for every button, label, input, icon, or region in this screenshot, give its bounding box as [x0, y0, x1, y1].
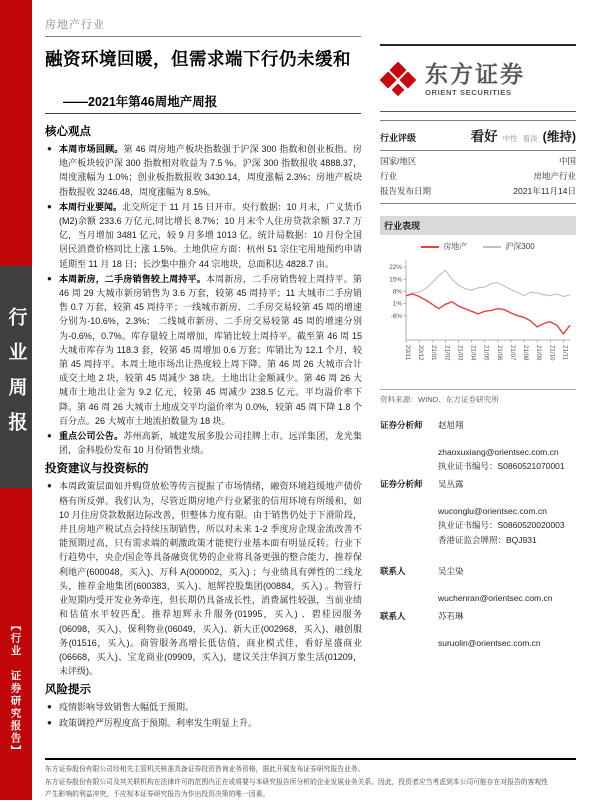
table-row [380, 169, 576, 184]
brand-name-en: ORIENT SECURITIES [425, 87, 512, 97]
main-content [45, 120, 362, 731]
svg-text:1%: 1% [392, 300, 402, 308]
side-band-industry-weekly [0, 266, 32, 488]
legend-item-realestate [421, 241, 467, 252]
invest-bullet-list [45, 479, 362, 678]
bullet-icon: ● [47, 201, 52, 211]
contact-block [380, 610, 576, 650]
svg-text:22%: 22% [389, 264, 402, 272]
disclaimer-line: 东方证券股份有限公司及其关联机构在法律许可的范围内正在或将要与本研究报告所分析的企业发展业务关系。因此，投资者应当考虑到本公司可能存在对报告的客观性 [45, 778, 548, 786]
header-divider-bottom [45, 113, 361, 114]
analyst-info [438, 419, 576, 474]
svg-text:20/12: 20/12 [417, 345, 425, 361]
rating-maintained: (维持) [542, 130, 576, 144]
list-item [45, 272, 362, 428]
svg-text:21/02: 21/02 [443, 345, 451, 361]
svg-text:21/09: 21/09 [535, 345, 543, 361]
industry-label: 房地产行业 [45, 19, 105, 31]
orient-diamond-icon [380, 62, 416, 98]
bullet-icon: ● [47, 144, 52, 153]
contact-email: suruolin@orientsec.com.cn [438, 637, 541, 648]
risk-bullet-list [45, 700, 362, 729]
rating-neutral: 中性 [502, 134, 518, 143]
side-band-label: 行业周报 [5, 307, 27, 447]
page-title: 融资环境回暖，但需求端下行仍未缓和 [45, 49, 351, 69]
header-divider-top [45, 36, 361, 37]
meta-value: 中国 [558, 156, 576, 166]
svg-text:-6%: -6% [390, 312, 402, 320]
svg-text:8%: 8% [392, 288, 402, 296]
analyst-cert: 执业证书编号：S0860521070001 [438, 461, 565, 472]
contact-label: 联系人 [380, 566, 406, 577]
analyst-email: zhaoxuxiang@orientsec.com.cn [438, 447, 559, 457]
rating-label: 行业评级 [380, 133, 417, 143]
contact-info [438, 565, 576, 605]
list-item [45, 200, 362, 271]
section-heading-core: 核心观点 [45, 126, 91, 138]
list-item [45, 429, 362, 457]
report-subtitle: ——2021年第46周地产周报 [63, 95, 218, 109]
bullet-icon: ● [47, 717, 52, 727]
svg-text:21/03: 21/03 [456, 345, 464, 361]
core-bullet-list [45, 142, 362, 457]
analyst-hk-license: 香港证监会牌照：BQJ931 [438, 534, 537, 545]
analyst-block [380, 478, 576, 547]
side-footer-label-wrap [0, 620, 32, 800]
meta-label: 行业 [380, 171, 398, 181]
list-item [45, 142, 362, 199]
svg-text:20/11: 20/11 [404, 345, 411, 361]
list-item [45, 700, 362, 714]
legend-label: 沪深300 [505, 242, 535, 251]
disclaimer-line: 产生影响的利益冲突，不应视本证券研究报告为作出投资决策的唯一因素。 [45, 791, 270, 799]
bullet-text: 第 46 周房地产板块指数强于沪深 300 指数和创业板指。房地产板块较沪深 300 指数相对收益为 7.5 %。沪深 300 指数报收 4888.37，周度涨幅为 1.0%；创业板指数报收 3430.14，周度涨幅 2.3%；房地产板块指数报收 3246.48，周度涨幅为 8.5%。 [59, 144, 362, 197]
industry-rating-row [380, 120, 576, 151]
rating-bearish: 看淡 [522, 134, 538, 143]
svg-text:21/07: 21/07 [508, 345, 516, 361]
info-sidebar [380, 120, 576, 650]
analyst-email: wuconglu@orientsec.com.cn [438, 505, 547, 516]
contact-info [438, 610, 576, 650]
list-item [45, 479, 362, 678]
bullet-text: 北交所定于 11 月 15 日开市。央行数据：10 月末，广义货币(M2)余额 233.6 万亿元,同比增长 8.7%；10 月末个人住房贷款余额 37.7 万亿，当月增加 3481 亿元，较 9 月多增 1013 亿。统计局数据：10 月份全国居民消费价格同比上涨 1.5%。土地供应方面：杭州 51 宗住宅用地预约申请延期至 11 月 18 日；长沙集中推介 44 宗地块，总面积达 4828.7 亩。 [59, 201, 362, 269]
bullet-lead: 本周行业要闻。 [59, 201, 123, 212]
bullet-icon: ● [47, 431, 52, 441]
bullet-icon: ● [47, 481, 52, 491]
bullet-text: 本周政策层面如并购贷放松等传言提振了市场情绪，融资环境趋缓地产债价格有所反弹。我们认为，尽管近期房地产行业紧张的信用环境有所缓和，如 10 月住房贷款数据边际改善，但整体力度有限。由于销售仍处于下滑阶段，并且房地产税试点会持续压制销售，所以对未来 1-2 季度房企现金流改善不能预期过高，只有需求端的刺激政策才能使行业基本面有明显反转。行业下行趋势中，央企/国企等具备融资优势的企业将具备更强的整合能力，推荐保利地产(600048，买入)、万科 A(000002，买入) ；与业绩具有弹性的二线龙头，推荐金地集团(600383，买入)、旭辉控股集团(00884，买入) 。物管行业短期内受开发业务牵连，但长期仍具备成长性，消费属性较强，当前业绩和估值水平较匹配。推荐旭辉永升服务(01995，买入) 、碧桂园服务(06098，买入)、保利物业(06049，买入)、新大正(002968，买入)、融创服务(01516，买入)。商管服务高增长低估值，商业模式佳，看好星盛商业(06668，买入)、宝龙商业(09909，买入)，建议关注华润万象生活(01209，未评级)。 [59, 481, 362, 677]
bullet-text: 疫情影响导致销售大幅低于预期。 [59, 702, 195, 713]
legend-line-icon [483, 246, 501, 248]
bullet-icon: ● [47, 702, 52, 712]
analyst-cert: 执业证书编号：S0860520020003 [438, 520, 565, 531]
svg-text:21/04: 21/04 [469, 345, 477, 361]
chart-legend [380, 241, 576, 252]
analyst-info [438, 478, 576, 547]
analyst-name: 吴丛露 [438, 478, 464, 489]
svg-text:21/06: 21/06 [495, 345, 503, 361]
report-meta-table [380, 151, 576, 204]
contact-name: 苏若琳 [438, 610, 464, 621]
meta-value: 房地产行业 [533, 171, 576, 181]
svg-text:21/01: 21/01 [430, 345, 438, 361]
chart-source: 资料来源：WIND、东方证券研究所 [380, 389, 576, 405]
legend-label: 房地产 [443, 242, 468, 251]
disclaimer-line: 东方证券股份有限公司经相关主管机关核准具备证券投资咨询业务资格，据此开展发布证券研究报告业务。 [45, 766, 365, 773]
svg-text:21/05: 21/05 [482, 345, 490, 361]
svg-text:15%: 15% [389, 276, 402, 284]
disclaimer-footer [45, 758, 576, 802]
meta-value: 2021年11月14日 [513, 186, 576, 196]
meta-label: 报告发布日期 [380, 186, 432, 196]
bullet-text: 本周新房，二手房销售较上周持平。第 46 周 29 大城市新房销售为 3.6 万套，较第 45 周持平；11 大城市二手房销售 0.7 万套，较第 45 周持平；一线城市新房、二手房交易较第 45 周的增速分别为-10.6%，2.3%； 二线城市新房、二手房交易较第 45 周的增速分别为-0.6%，0.7%。库存量较上周增加，库销比较上周持平。截至第 46 周 15 大城市库存为 118.3 套，较第 45 周增加 0.6 万套；库销比为 12.1 个月，较第 45 周持平。本周土地市场出让热度较上周下降。第 46 周 26 大城市合计成交土地 2 块，较第 45 周减少 38 块。土地出让金额减少。第 46 周 26 大城市土地出让金为 9.2 亿元，较第 45 周减少 238.5 亿元。平均溢价率下降。第 46 周 26 大城市土地成交平均溢价率为 0.0%，较第 45 周下降 1.8 个百分点。26 大城市土地流拍数量为 18 块。 [59, 273, 362, 426]
analyst-block [380, 419, 576, 474]
bullet-icon: ● [47, 273, 52, 283]
legend-line-icon [421, 246, 439, 248]
bullet-lead: 本周市场回顾。 [59, 144, 124, 154]
table-row [380, 154, 576, 169]
table-row [380, 184, 576, 199]
contact-name: 吴尘染 [438, 566, 464, 577]
rating-value: 看好 [470, 129, 498, 144]
analyst-name: 赵旭翔 [438, 420, 464, 430]
analyst-label: 证券分析师 [380, 420, 423, 430]
bullet-lead: 本周新房，二手房销售较上周持平。 [59, 273, 206, 284]
performance-heading: 行业表现 [380, 216, 576, 235]
performance-line-chart [380, 254, 576, 382]
brand-logo [380, 44, 576, 112]
svg-text:21/10: 21/10 [548, 345, 556, 361]
contact-label: 联系人 [380, 610, 406, 621]
side-footer-label: 【行业 证券研究报告】 [9, 620, 22, 758]
brand-name [425, 62, 525, 96]
legend-item-hs300 [483, 241, 534, 252]
brand-name-cn: 东方证券 [425, 61, 525, 88]
section-heading-invest: 投资建议与投资标的 [45, 463, 149, 476]
bullet-text: 苏州高新，城建发展多股公司挂牌上市。远洋集团，龙光集团，金科股份发布 10 月份销售业绩。 [59, 431, 362, 456]
bullet-text: 政策调控严厉程度高于预期。利率发生明显上升。 [59, 717, 258, 728]
svg-text:21/08: 21/08 [522, 345, 530, 361]
meta-label: 国家/地区 [380, 156, 417, 166]
list-item [45, 716, 362, 730]
contact-email: wuchenran@orientsec.com.cn [438, 593, 553, 604]
bullet-lead: 重点公司公告。 [59, 431, 124, 442]
contact-block [380, 565, 576, 605]
section-heading-risk: 风险提示 [45, 684, 91, 697]
analyst-label: 证券分析师 [380, 478, 423, 489]
svg-text:21/11: 21/11 [561, 345, 569, 361]
